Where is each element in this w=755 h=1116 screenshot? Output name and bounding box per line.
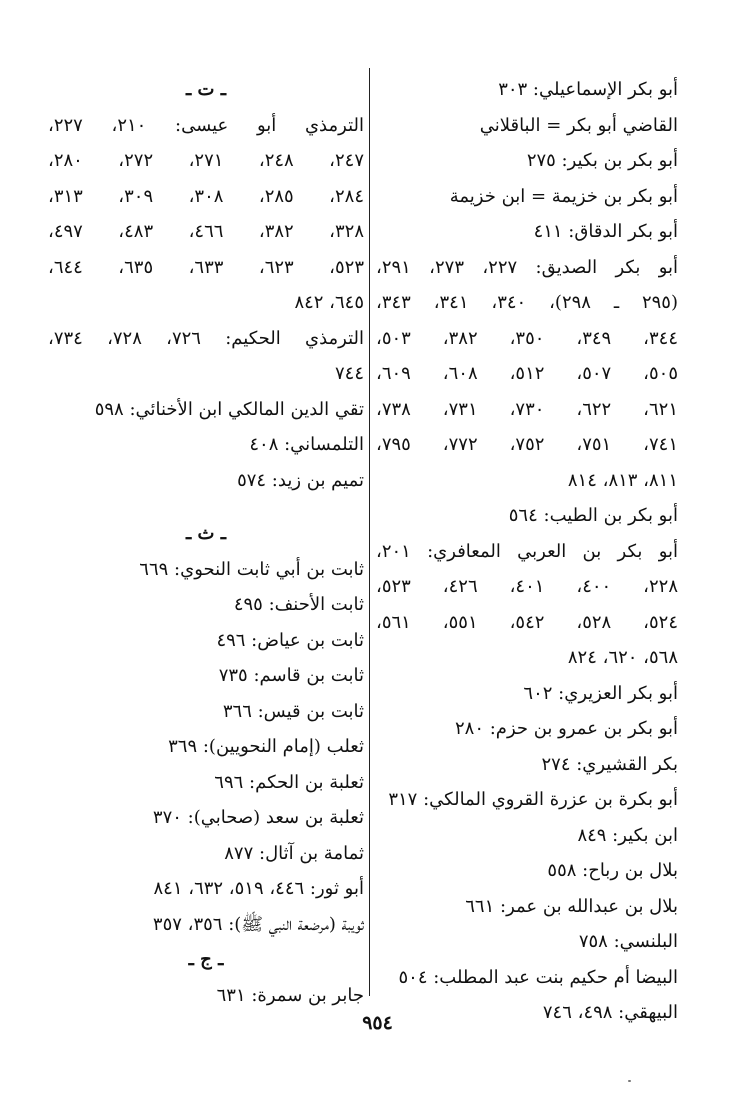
index-entry: ابن بكير: ٨٤٩ — [577, 824, 678, 846]
index-entry: البيهقي: ٤٩٨، ٧٤٦ — [542, 1002, 678, 1023]
index-entry: تميم بن زيد: ٥٧٤ — [237, 469, 364, 491]
index-entry: تقي الدين المالكي ابن الأخنائي: ٥٩٨ — [94, 398, 364, 420]
index-entry: جابر بن سمرة: ٦٣١ — [216, 984, 364, 1006]
page-number: ٩٥٤ — [362, 1012, 393, 1034]
index-entry-continuation: ٥٢٣، ٦٢٣، ٦٣٣، ٦٣٥، ٦٤٤، — [48, 256, 364, 278]
index-entry-continuation: ٢٤٧، ٢٤٨، ٢٧١، ٢٧٢، ٢٨٠، — [48, 150, 364, 171]
index-entry: ثعلبة بن سعد (صحابي): ٣٧٠ — [152, 807, 364, 828]
index-entry: التلمساني: ٤٠٨ — [249, 434, 364, 455]
index-entry: بكر القشيري: ٢٧٤ — [541, 753, 678, 775]
index-entry: ثعلبة بن الحكم: ٦٩٦ — [214, 771, 364, 793]
index-entry: ثابت بن قيس: ٣٦٦ — [222, 700, 364, 722]
index-entry: ثابت الأحنف: ٤٩٥ — [233, 594, 364, 615]
index-entry: الترمذي أبو عيسى: ٢١٠، ٢٢٧، — [48, 114, 364, 136]
index-entry-continuation: ٢٨٤، ٢٨٥، ٣٠٨، ٣٠٩، ٣١٣، — [48, 185, 364, 207]
index-entry-continuation: ٣٤٤، ٣٤٩، ٣٥٠، ٣٨٢، ٥٠٣، — [376, 327, 678, 349]
index-entry: أبو ثور: ٤٤٦، ٥١٩، ٦٣٢، ٨٤١ — [153, 878, 364, 899]
index-entry: أبو بكر بن العربي المعافري: ٢٠١، — [376, 540, 678, 562]
index-entry: ثابت بن عياض: ٤٩٦ — [216, 629, 364, 651]
index-entry-continuation: ٧٤١، ٧٥١، ٧٥٢، ٧٧٢، ٧٩٥، — [376, 434, 678, 455]
index-entry: ثويبة (مرضعة النبي ﷺ): ٣٥٦، ٣٥٧ — [152, 913, 364, 935]
index-entry: ثعلب (إمام النحويين): ٣٦٩ — [168, 736, 364, 757]
index-entry: أبو بكرة بن عزرة القروي المالكي: ٣١٧ — [388, 789, 678, 810]
index-entry-continuation: ٥٢٤، ٥٢٨، ٥٤٢، ٥٥١، ٥٦١، — [376, 611, 678, 633]
index-entry: ثمامة بن آثال: ٨٧٧ — [224, 842, 364, 864]
index-entry-continuation: ٥٦٨، ٦٢٠، ٨٢٤ — [567, 647, 678, 668]
index-entry-continuation: ٨١١، ٨١٣، ٨١٤ — [567, 469, 678, 491]
index-entry: أبو بكر الإسماعيلي: ٣٠٣ — [498, 79, 678, 100]
section-heading-tha: ـ ث ـ — [185, 523, 227, 544]
left-column — [48, 72, 364, 1013]
index-entry: ثابت بن أبي ثابت النحوي: ٦٦٩ — [139, 558, 364, 580]
index-entry-continuation: ٢٢٨، ٤٠٠، ٤٠١، ٤٢٦، ٥٢٣، — [376, 576, 678, 597]
index-entry-continuation: ٦٤٥، ٨٤٢ — [294, 292, 364, 313]
index-entry: أبو بكر العزيري: ٦٠٢ — [523, 682, 678, 704]
index-entry: ثابت بن قاسم: ٧٣٥ — [218, 665, 364, 686]
index-entry: أبو بكر الصديق: ٢٢٧، ٢٧٣، ٢٩١، — [376, 256, 678, 278]
index-entry-continuation: ٧٤٤ — [334, 363, 364, 384]
index-entry: البلنسي: ٧٥٨ — [578, 931, 678, 952]
index-entry: البيضا أم حكيم بنت عبد المطلب: ٥٠٤ — [398, 966, 678, 988]
index-entry: الترمذي الحكيم: ٧٢٦، ٧٢٨، ٧٣٤، — [48, 327, 364, 349]
column-divider — [369, 68, 370, 996]
index-entry: أبو بكر بن الطيب: ٥٦٤ — [508, 505, 678, 526]
section-heading-jim: ـ ج ـ — [188, 949, 224, 970]
scan-speck — [628, 1080, 631, 1082]
index-entry-continuation: ٥٠٥، ٥٠٧، ٥١٢، ٦٠٨، ٦٠٩، — [376, 363, 678, 384]
index-entry-continuation: ٣٢٨، ٣٨٢، ٤٦٦، ٤٨٣، ٤٩٧، — [48, 221, 364, 242]
index-entry-continuation: (٢٩٥ ـ ٢٩٨)، ٣٤٠، ٣٤١، ٣٤٣، — [376, 292, 678, 313]
section-heading-ta: ـ ت ـ — [185, 79, 227, 100]
index-entry: أبو بكر بن بكير: ٢٧٥ — [526, 150, 678, 171]
index-entry: القاضي أبو بكر = الباقلاني — [479, 114, 678, 136]
index-entry: بلال بن عبدالله بن عمر: ٦٦١ — [465, 895, 678, 917]
section-spacer — [48, 498, 364, 516]
index-entry: أبو بكر بن خزيمة = ابن خزيمة — [449, 185, 678, 207]
index-entry: أبو بكر بن عمرو بن حزم: ٢٨٠ — [455, 718, 678, 739]
index-entry: أبو بكر الدقاق: ٤١١ — [533, 221, 678, 242]
index-entry: بلال بن رباح: ٥٥٨ — [547, 860, 678, 881]
index-entry-continuation: ٦٢١، ٦٢٢، ٧٣٠، ٧٣١، ٧٣٨، — [376, 398, 678, 420]
right-column — [376, 72, 678, 1031]
